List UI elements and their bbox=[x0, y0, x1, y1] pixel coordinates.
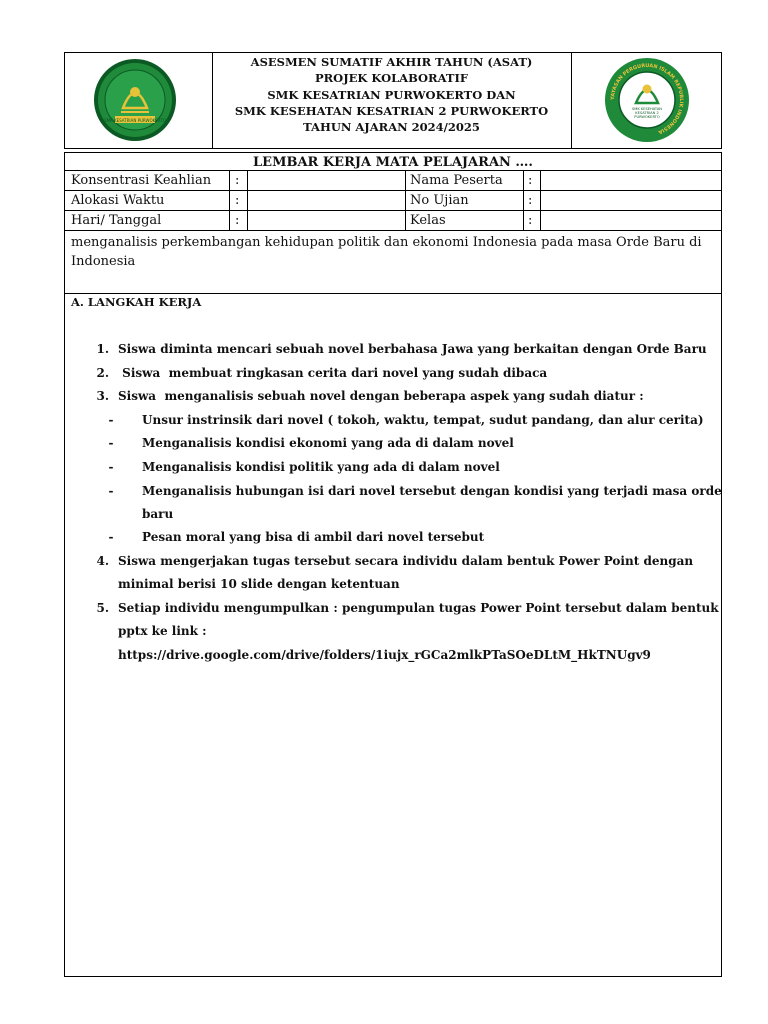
logo-left-text: SMK KESATRIAN PURWOKERTO bbox=[104, 117, 166, 123]
field-colon: : bbox=[528, 193, 533, 208]
rule bbox=[65, 170, 721, 171]
field-colon: : bbox=[235, 213, 240, 228]
list-text: Menganalisis kondisi politik yang ada di dalam novel bbox=[142, 460, 500, 474]
list-text: Siswa membuat ringkasan cerita dari novel yang sudah dibaca bbox=[118, 366, 548, 380]
grid-line bbox=[540, 170, 541, 230]
list-number: 5. bbox=[96, 601, 109, 615]
list-bullet: - bbox=[108, 413, 114, 427]
list-number: 3. bbox=[96, 389, 109, 403]
grid-line bbox=[523, 170, 524, 230]
school-crest-icon bbox=[604, 57, 690, 143]
school-crest-icon bbox=[93, 58, 177, 142]
field-label: Kelas bbox=[410, 213, 446, 228]
list-number: 1. bbox=[96, 342, 109, 356]
field-label: Nama Peserta bbox=[410, 173, 503, 188]
logo-right-text: SMK KESEHATAN KESATRIAN 2 PURWOKERTO bbox=[631, 107, 662, 119]
list-text: Siswa menganalisis sebuah novel dengan beberapa aspek yang sudah diatur : bbox=[118, 389, 644, 403]
list-bullet: - bbox=[108, 530, 114, 544]
list-bullet: - bbox=[108, 436, 114, 450]
list-text: Siswa mengerjakan tugas tersebut secara individu dalam bentuk Power Point dengan bbox=[118, 554, 694, 568]
grid-line bbox=[405, 170, 406, 230]
list-text: minimal berisi 10 slide dengan ketentuan bbox=[118, 577, 400, 591]
list-number: 4. bbox=[96, 554, 109, 568]
list-text: baru bbox=[142, 507, 174, 521]
rule bbox=[65, 190, 721, 191]
field-label: Alokasi Waktu bbox=[71, 193, 165, 208]
list-text: Menganalisis kondisi ekonomi yang ada di dalam novel bbox=[142, 436, 514, 450]
logo-right-ring-text: YAYASAN PERGURUAN ISLAM REPUBLIK INDONESIA bbox=[609, 62, 685, 135]
field-label: Konsentrasi Keahlian bbox=[71, 173, 212, 188]
list-number: 2. bbox=[96, 366, 109, 380]
grid-line bbox=[247, 170, 248, 230]
header-title-line: ASESMEN SUMATIF AKHIR TAHUN (ASAT) bbox=[250, 55, 533, 69]
drive-link: https://drive.google.com/drive/folders/1iujx_rGCa2mlkPTaSOeDLtM_HkTNUgv9 bbox=[118, 648, 651, 662]
list-text: Siswa diminta mencari sebuah novel berbahasa Jawa yang berkaitan dengan Orde Baru bbox=[118, 342, 707, 356]
header-box bbox=[64, 52, 722, 149]
field-label: Hari/ Tanggal bbox=[71, 213, 162, 228]
list-bullet: - bbox=[108, 484, 114, 498]
header-title-line: PROJEK KOLABORATIF bbox=[314, 71, 469, 86]
logo-cell-right bbox=[571, 53, 722, 148]
rule bbox=[65, 210, 721, 211]
header-title-line: TAHUN AJARAN 2024/2025 bbox=[303, 120, 480, 135]
field-colon: : bbox=[235, 173, 240, 188]
list-text: Unsur instrinsik dari novel ( tokoh, waktu, tempat, sudut pandang, dan alur cerita) bbox=[142, 413, 704, 427]
list-text: pptx ke link : bbox=[118, 624, 207, 638]
worksheet bbox=[64, 152, 722, 977]
list-bullet: - bbox=[108, 460, 114, 474]
field-colon: : bbox=[235, 193, 240, 208]
rule bbox=[65, 230, 721, 231]
list-text: Setiap individu mengumpulkan : pengumpulan tugas Power Point tersebut dalam bentuk bbox=[118, 601, 719, 615]
grid-line bbox=[229, 170, 230, 230]
worksheet-title: LEMBAR KERJA MATA PELAJARAN …. bbox=[253, 155, 533, 170]
list-text: Pesan moral yang bisa di ambil dari novel tersebut bbox=[142, 530, 485, 544]
learning-objective: menganalisis perkembangan kehidupan politik dan ekonomi Indonesia pada masa Orde Baru di Indonesia bbox=[71, 235, 702, 269]
section-title: A. LANGKAH KERJA bbox=[71, 295, 202, 309]
header-title-line: SMK KESATRIAN PURWOKERTO DAN bbox=[267, 87, 516, 102]
header-title bbox=[213, 54, 570, 135]
header-title-line: SMK KESEHATAN KESATRIAN 2 PURWOKERTO bbox=[234, 103, 549, 118]
list-text: Menganalisis hubungan isi dari novel tersebut dengan kondisi yang terjadi masa orde bbox=[142, 484, 722, 498]
field-label: No Ujian bbox=[410, 193, 469, 208]
field-colon: : bbox=[528, 213, 533, 228]
logo-cell-left bbox=[65, 53, 213, 148]
rule bbox=[65, 293, 721, 294]
field-colon: : bbox=[528, 173, 533, 188]
